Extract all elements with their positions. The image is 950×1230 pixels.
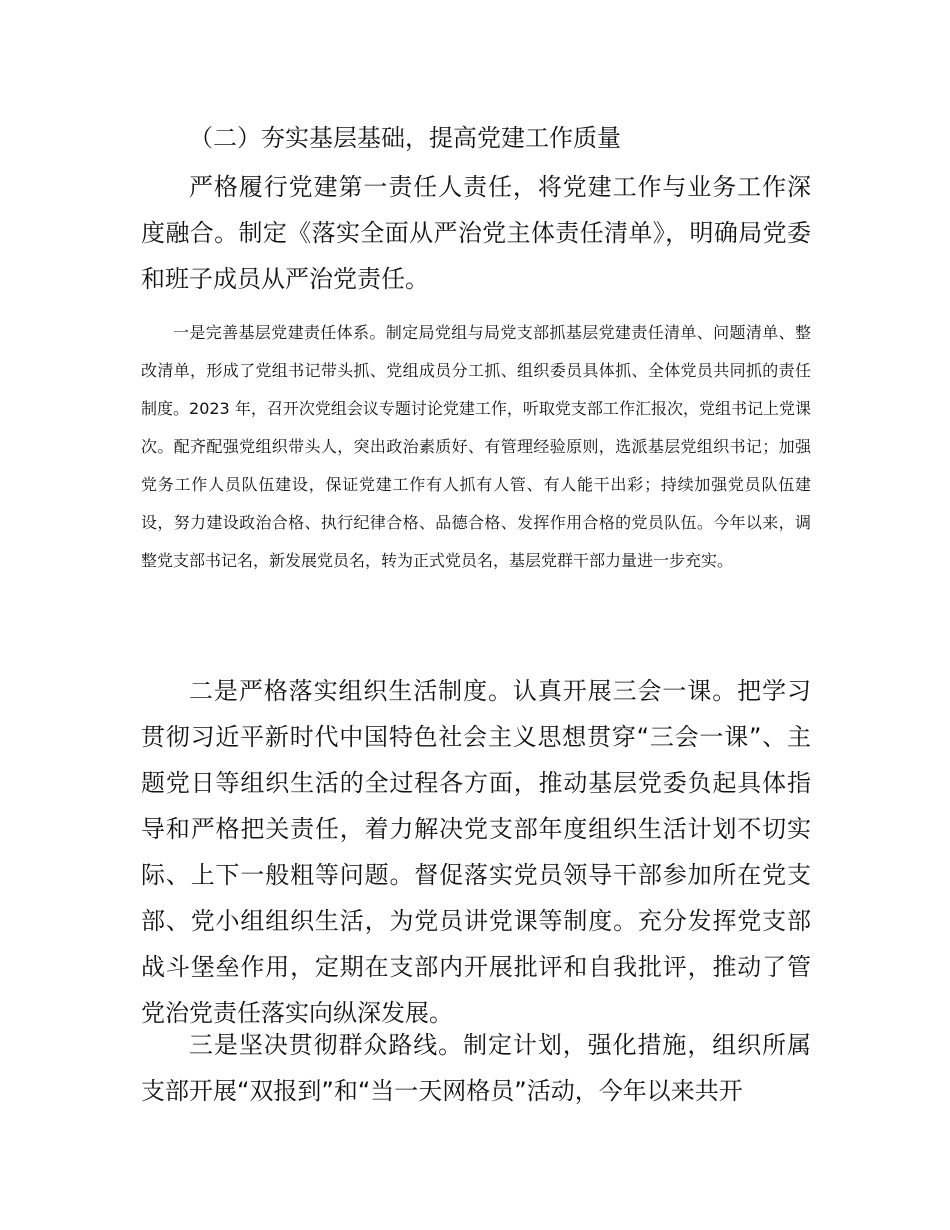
section-heading: （二）夯实基层基础，提高党建工作质量 [189,124,621,152]
paragraph-organization-life: 二是严格落实组织生活制度。认真开展三会一课。把学习贯彻习近平新时代中国特色社会主义思想贯穿“三会一课”、主题党日等组织生活的全过程各方面，推动基层党委负起具体指导和严格把关责任，着力解决党支部年度组织生活计划不切实际、上下一般粗等问题。督促落实党员领导干部参加所在党支部、党小组组织生活，为党员讲党课等制度。充分发挥党支部战斗堡垒作用，定期在支部内开展批评和自我批评，推动了管党治党责任落实向纵深发展。 [141,677,811,1027]
paragraph-intro: 严格履行党建第一责任人责任，将党建工作与业务工作深度融合。制定《落实全面从严治党主体责任清单》，明确局党委和班子成员从严治党责任。 [141,173,811,293]
paragraph-responsibility-system: 一是完善基层党建责任体系。制定局党组与局党支部抓基层党建责任清单、问题清单、整改清单，形成了党组书记带头抓、党组成员分工抓、组织委员具体抓、全体党员共同抓的责任制度。2023 年，召开次党组会议专题讨论党建工作，听取党支部工作汇报次，党组书记上党课次。配齐配强党组织带头人，突出政治素质好、有管理经验原则，选派基层党组织书记；加强党务工作人员队伍建设，保证党建工作有人抓有人管、有人能干出彩；持续加强党员队伍建设，努力建设政治合格、执行纪律合格、品德合格、发挥作用合格的党员队伍。今年以来，调整党支部书记名，新发展党员名，转为正式党员名，基层党群干部力量进一步充实。 [141,323,811,570]
paragraph-mass-line: 三是坚决贯彻群众路线。制定计划，强化措施，组织所属支部开展“双报到”和“当一天网格员”活动，今年以来共开 [141,1031,811,1105]
